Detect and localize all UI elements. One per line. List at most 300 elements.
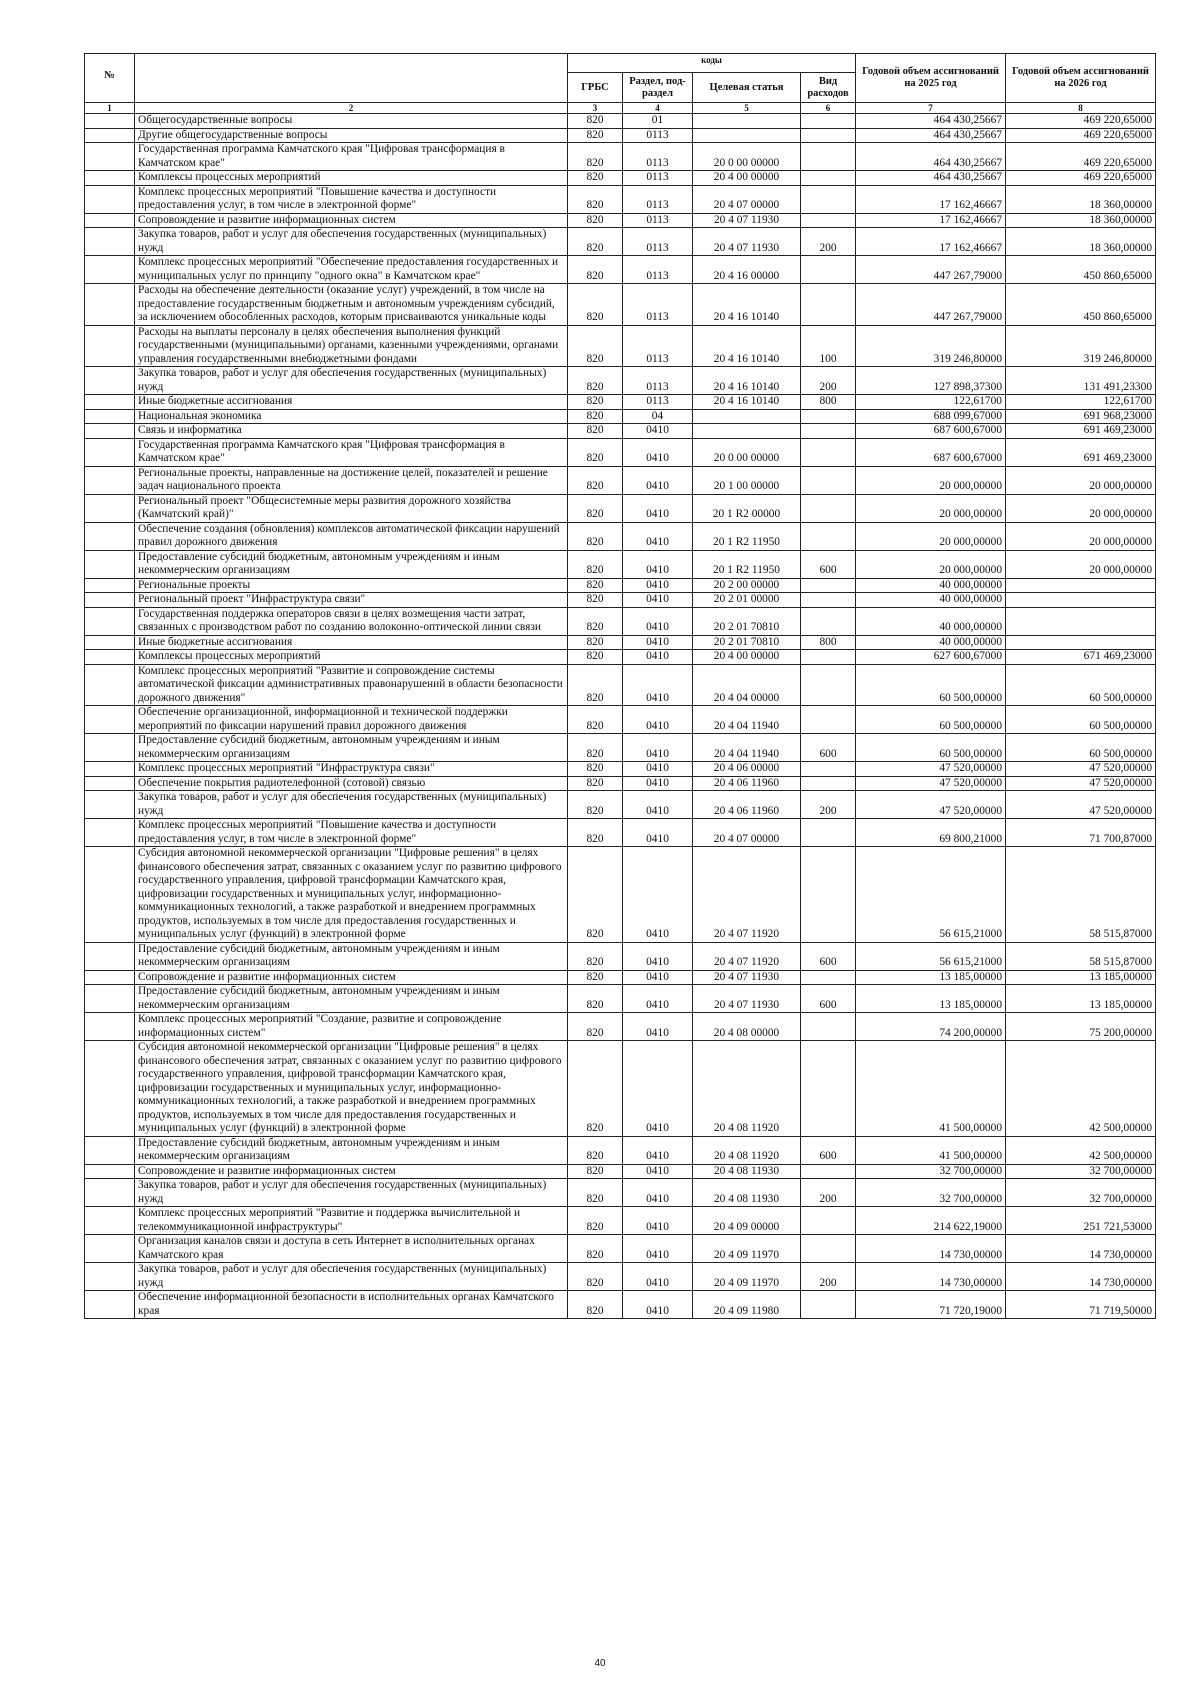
- razdel-code-cell: 0410: [623, 970, 693, 985]
- table-row: [85, 1235, 1156, 1263]
- sum-2025-cell: 122,61700: [856, 395, 1006, 410]
- grbs-code-cell: 820: [568, 650, 623, 665]
- sum-2026-cell: 450 860,65000: [1006, 284, 1156, 326]
- budget-table: [84, 53, 1156, 1319]
- sum-2026-cell: 60 500,00000: [1006, 706, 1156, 734]
- table-row: [85, 1136, 1156, 1164]
- sum-2026-cell: 32 700,00000: [1006, 1164, 1156, 1179]
- sum-2025-cell: 47 520,00000: [856, 762, 1006, 777]
- grbs-code-cell: 820: [568, 776, 623, 791]
- colnum-7: 7: [856, 103, 1006, 114]
- expense-name-cell: Обеспечение организационной, информационной и технической поддержки мероприятий по фиксации нарушений правил дорожного движения: [135, 706, 568, 734]
- table-row: [85, 847, 1156, 943]
- target-article-cell: 20 4 16 10140: [693, 284, 801, 326]
- grbs-code-cell: 820: [568, 1207, 623, 1235]
- sum-2026-cell: 42 500,00000: [1006, 1041, 1156, 1137]
- target-article-cell: 20 4 06 11960: [693, 791, 801, 819]
- sum-2025-cell: 447 267,79000: [856, 256, 1006, 284]
- expense-type-cell: 800: [801, 635, 856, 650]
- table-row: [85, 593, 1156, 608]
- target-article-cell: 20 2 00 00000: [693, 578, 801, 593]
- target-article-cell: 20 4 04 00000: [693, 664, 801, 706]
- row-number-cell: [85, 593, 135, 608]
- table-row: [85, 664, 1156, 706]
- grbs-code-cell: 820: [568, 706, 623, 734]
- razdel-code-cell: 0410: [623, 593, 693, 608]
- grbs-code-cell: 820: [568, 494, 623, 522]
- sum-2025-cell: 32 700,00000: [856, 1164, 1006, 1179]
- target-article-cell: 20 4 00 00000: [693, 171, 801, 186]
- target-article-cell: 20 4 07 11930: [693, 213, 801, 228]
- razdel-code-cell: 0410: [623, 762, 693, 777]
- table-row: [85, 1263, 1156, 1291]
- razdel-code-cell: 0113: [623, 325, 693, 367]
- razdel-code-cell: 0113: [623, 128, 693, 143]
- grbs-code-cell: 820: [568, 593, 623, 608]
- target-article-cell: 20 4 08 11920: [693, 1041, 801, 1137]
- expense-type-cell: [801, 128, 856, 143]
- table-row: [85, 228, 1156, 256]
- row-number-cell: [85, 650, 135, 665]
- sum-2025-cell: 69 800,21000: [856, 819, 1006, 847]
- expense-type-cell: [801, 284, 856, 326]
- razdel-code-cell: 0113: [623, 143, 693, 171]
- row-number-cell: [85, 1164, 135, 1179]
- sum-2025-cell: 40 000,00000: [856, 593, 1006, 608]
- expense-type-cell: [801, 213, 856, 228]
- expense-type-cell: 600: [801, 734, 856, 762]
- grbs-code-cell: 820: [568, 985, 623, 1013]
- grbs-code-cell: 820: [568, 424, 623, 439]
- razdel-code-cell: 0410: [623, 1263, 693, 1291]
- expense-type-cell: [801, 466, 856, 494]
- sum-2026-cell: 13 185,00000: [1006, 970, 1156, 985]
- target-article-cell: 20 4 16 10140: [693, 325, 801, 367]
- expense-name-cell: Сопровождение и развитие информационных систем: [135, 213, 568, 228]
- grbs-code-cell: 820: [568, 942, 623, 970]
- expense-type-cell: [801, 143, 856, 171]
- header-grbs: ГРБС: [568, 73, 623, 103]
- grbs-code-cell: 820: [568, 1013, 623, 1041]
- sum-2025-cell: 464 430,25667: [856, 114, 1006, 129]
- expense-name-cell: Связь и информатика: [135, 424, 568, 439]
- expense-type-cell: [801, 1291, 856, 1319]
- expense-name-cell: Предоставление субсидий бюджетным, автономным учреждениям и иным некоммерческим организациям: [135, 1136, 568, 1164]
- target-article-cell: 20 4 08 11930: [693, 1164, 801, 1179]
- page-number: 40: [594, 1658, 606, 1669]
- razdel-code-cell: 0410: [623, 607, 693, 635]
- expense-type-cell: [801, 1235, 856, 1263]
- razdel-code-cell: 0113: [623, 284, 693, 326]
- razdel-code-cell: 0410: [623, 847, 693, 943]
- expense-name-cell: Расходы на выплаты персоналу в целях обеспечения выполнения функций государственными (муниципальными) органами, казенными учреждениями, органами управления государственными внебюджетными фондами: [135, 325, 568, 367]
- target-article-cell: 20 4 04 11940: [693, 706, 801, 734]
- sum-2026-cell: 20 000,00000: [1006, 494, 1156, 522]
- razdel-code-cell: 0410: [623, 791, 693, 819]
- sum-2025-cell: 14 730,00000: [856, 1235, 1006, 1263]
- sum-2025-cell: 56 615,21000: [856, 847, 1006, 943]
- table-row: [85, 706, 1156, 734]
- row-number-cell: [85, 284, 135, 326]
- row-number-cell: [85, 256, 135, 284]
- sum-2025-cell: 214 622,19000: [856, 1207, 1006, 1235]
- table-row: [85, 819, 1156, 847]
- row-number-cell: [85, 985, 135, 1013]
- table-row: [85, 395, 1156, 410]
- expense-type-cell: [801, 819, 856, 847]
- target-article-cell: 20 2 01 70810: [693, 635, 801, 650]
- expense-type-cell: [801, 776, 856, 791]
- grbs-code-cell: 820: [568, 466, 623, 494]
- razdel-code-cell: 0410: [623, 776, 693, 791]
- row-number-cell: [85, 1291, 135, 1319]
- row-number-cell: [85, 607, 135, 635]
- expense-type-cell: [801, 762, 856, 777]
- expense-type-cell: [801, 593, 856, 608]
- razdel-code-cell: 0113: [623, 213, 693, 228]
- expense-name-cell: Региональные проекты, направленные на достижение целей, показателей и решение задач национального проекта: [135, 466, 568, 494]
- expense-type-cell: 200: [801, 791, 856, 819]
- sum-2026-cell: 18 360,00000: [1006, 228, 1156, 256]
- table-row: [85, 635, 1156, 650]
- row-number-cell: [85, 791, 135, 819]
- sum-2026-cell: 13 185,00000: [1006, 985, 1156, 1013]
- table-row: [85, 171, 1156, 186]
- grbs-code-cell: 820: [568, 256, 623, 284]
- sum-2025-cell: 464 430,25667: [856, 128, 1006, 143]
- razdel-code-cell: 0410: [623, 1235, 693, 1263]
- grbs-code-cell: 820: [568, 1235, 623, 1263]
- table-row: [85, 256, 1156, 284]
- row-number-cell: [85, 466, 135, 494]
- expense-name-cell: Закупка товаров, работ и услуг для обеспечения государственных (муниципальных) нужд: [135, 1263, 568, 1291]
- sum-2026-cell: 691 469,23000: [1006, 438, 1156, 466]
- expense-name-cell: Государственная поддержка операторов связи в целях возмещения части затрат, связанных с производством работ по созданию волоконно-оптической линии связи: [135, 607, 568, 635]
- expense-type-cell: [801, 970, 856, 985]
- expense-type-cell: 600: [801, 985, 856, 1013]
- expense-name-cell: Субсидия автономной некоммерческой организации "Цифровые решения" в целях финансового обеспечения затрат, связанных с оказанием услуг по развитию цифрового государственного управления, цифровой трансформации Камчатского края, цифровизации государственных и муниципальных услуг, информационно-коммуникационных технологий, а также разработкой и внедрением программных продуктов, используемых в том числе для предоставления государственных и муниципальных услуг (функций) в электронной форме: [135, 847, 568, 943]
- expense-type-cell: [801, 494, 856, 522]
- table-row: [85, 114, 1156, 129]
- table-row: [85, 185, 1156, 213]
- table-row: [85, 466, 1156, 494]
- expense-type-cell: [801, 664, 856, 706]
- expense-type-cell: 600: [801, 550, 856, 578]
- target-article-cell: 20 4 07 00000: [693, 185, 801, 213]
- expense-type-cell: 800: [801, 395, 856, 410]
- table-row: [85, 762, 1156, 777]
- expense-name-cell: Региональный проект "Инфраструктура связи": [135, 593, 568, 608]
- colnum-5: 5: [693, 103, 801, 114]
- table-row: [85, 325, 1156, 367]
- table-row: [85, 143, 1156, 171]
- table-row: [85, 424, 1156, 439]
- sum-2026-cell: 58 515,87000: [1006, 942, 1156, 970]
- sum-2025-cell: 627 600,67000: [856, 650, 1006, 665]
- sum-2025-cell: 17 162,46667: [856, 185, 1006, 213]
- target-article-cell: 20 4 07 11920: [693, 847, 801, 943]
- row-number-cell: [85, 128, 135, 143]
- grbs-code-cell: 820: [568, 1164, 623, 1179]
- grbs-code-cell: 820: [568, 734, 623, 762]
- grbs-code-cell: 820: [568, 143, 623, 171]
- razdel-code-cell: 0410: [623, 819, 693, 847]
- sum-2025-cell: 74 200,00000: [856, 1013, 1006, 1041]
- razdel-code-cell: 0410: [623, 1136, 693, 1164]
- razdel-code-cell: 0410: [623, 706, 693, 734]
- sum-2026-cell: 71 719,50000: [1006, 1291, 1156, 1319]
- target-article-cell: 20 4 16 10140: [693, 395, 801, 410]
- sum-2026-cell: 691 968,23000: [1006, 409, 1156, 424]
- expense-name-cell: Комплекс процессных мероприятий "Развитие и поддержка вычислительной и телекоммуникационной инфраструктуры": [135, 1207, 568, 1235]
- row-number-cell: [85, 143, 135, 171]
- expense-type-cell: [801, 1013, 856, 1041]
- target-article-cell: 20 4 06 00000: [693, 762, 801, 777]
- target-article-cell: 20 0 00 00000: [693, 438, 801, 466]
- grbs-code-cell: 820: [568, 635, 623, 650]
- colnum-4: 4: [623, 103, 693, 114]
- razdel-code-cell: 0113: [623, 256, 693, 284]
- sum-2026-cell: 20 000,00000: [1006, 466, 1156, 494]
- row-number-cell: [85, 1207, 135, 1235]
- row-number-cell: [85, 438, 135, 466]
- sum-2026-cell: 32 700,00000: [1006, 1179, 1156, 1207]
- sum-2025-cell: 40 000,00000: [856, 578, 1006, 593]
- row-number-cell: [85, 409, 135, 424]
- table-row: [85, 213, 1156, 228]
- sum-2026-cell: 18 360,00000: [1006, 213, 1156, 228]
- row-number-cell: [85, 734, 135, 762]
- expense-name-cell: Региональные проекты: [135, 578, 568, 593]
- sum-2025-cell: 71 720,19000: [856, 1291, 1006, 1319]
- table-row: [85, 791, 1156, 819]
- expense-name-cell: Предоставление субсидий бюджетным, автономным учреждениям и иным некоммерческим организациям: [135, 985, 568, 1013]
- target-article-cell: 20 4 08 11930: [693, 1179, 801, 1207]
- sum-2026-cell: 319 246,80000: [1006, 325, 1156, 367]
- sum-2026-cell: 122,61700: [1006, 395, 1156, 410]
- expense-type-cell: 600: [801, 1136, 856, 1164]
- table-row: [85, 550, 1156, 578]
- sum-2026-cell: 450 860,65000: [1006, 256, 1156, 284]
- sum-2026-cell: 42 500,00000: [1006, 1136, 1156, 1164]
- target-article-cell: 20 1 00 00000: [693, 466, 801, 494]
- grbs-code-cell: 820: [568, 664, 623, 706]
- sum-2025-cell: 20 000,00000: [856, 522, 1006, 550]
- expense-name-cell: Комплексы процессных мероприятий: [135, 171, 568, 186]
- sum-2025-cell: 40 000,00000: [856, 607, 1006, 635]
- expense-type-cell: [801, 1164, 856, 1179]
- sum-2026-cell: 47 520,00000: [1006, 791, 1156, 819]
- grbs-code-cell: 820: [568, 228, 623, 256]
- colnum-1: 1: [85, 103, 135, 114]
- sum-2026-cell: 20 000,00000: [1006, 522, 1156, 550]
- table-row: [85, 607, 1156, 635]
- table-row: [85, 409, 1156, 424]
- row-number-cell: [85, 1136, 135, 1164]
- razdel-code-cell: 0410: [623, 985, 693, 1013]
- grbs-code-cell: 820: [568, 819, 623, 847]
- grbs-code-cell: 820: [568, 438, 623, 466]
- header-celevaya: Целевая статья: [693, 73, 801, 103]
- grbs-code-cell: 820: [568, 791, 623, 819]
- grbs-code-cell: 820: [568, 550, 623, 578]
- row-number-cell: [85, 325, 135, 367]
- sum-2026-cell: 71 700,87000: [1006, 819, 1156, 847]
- header-row-column-numbers: [85, 103, 1156, 114]
- expense-type-cell: [801, 185, 856, 213]
- sum-2026-cell: 47 520,00000: [1006, 762, 1156, 777]
- table-row: [85, 1041, 1156, 1137]
- razdel-code-cell: 0410: [623, 1013, 693, 1041]
- expense-type-cell: [801, 706, 856, 734]
- razdel-code-cell: 0410: [623, 438, 693, 466]
- grbs-code-cell: 820: [568, 284, 623, 326]
- row-number-cell: [85, 114, 135, 129]
- grbs-code-cell: 820: [568, 325, 623, 367]
- sum-2026-cell: 18 360,00000: [1006, 185, 1156, 213]
- razdel-code-cell: 0113: [623, 367, 693, 395]
- row-number-cell: [85, 494, 135, 522]
- target-article-cell: [693, 409, 801, 424]
- razdel-code-cell: 0410: [623, 1291, 693, 1319]
- expense-name-cell: Закупка товаров, работ и услуг для обеспечения государственных (муниципальных) нужд: [135, 228, 568, 256]
- expense-type-cell: [801, 1041, 856, 1137]
- row-number-cell: [85, 395, 135, 410]
- sum-2025-cell: 60 500,00000: [856, 734, 1006, 762]
- target-article-cell: 20 4 09 11970: [693, 1235, 801, 1263]
- header-razdel: Раздел, под-раздел: [623, 73, 693, 103]
- sum-2025-cell: 464 430,25667: [856, 143, 1006, 171]
- expense-type-cell: [801, 607, 856, 635]
- sum-2026-cell: 691 469,23000: [1006, 424, 1156, 439]
- sum-2025-cell: 687 600,67000: [856, 424, 1006, 439]
- table-row: [85, 1164, 1156, 1179]
- razdel-code-cell: 0113: [623, 228, 693, 256]
- target-article-cell: 20 4 08 00000: [693, 1013, 801, 1041]
- target-article-cell: 20 4 07 00000: [693, 819, 801, 847]
- expense-type-cell: [801, 1207, 856, 1235]
- row-number-cell: [85, 213, 135, 228]
- expense-name-cell: Обеспечение информационной безопасности в исполнительных органах Камчатского края: [135, 1291, 568, 1319]
- sum-2025-cell: 32 700,00000: [856, 1179, 1006, 1207]
- header-sum-2026: Годовой объем ассигнований на 2026 год: [1006, 54, 1156, 103]
- colnum-8: 8: [1006, 103, 1156, 114]
- row-number-cell: [85, 970, 135, 985]
- expense-name-cell: Организация каналов связи и доступа в сеть Интернет в исполнительных органах Камчатского края: [135, 1235, 568, 1263]
- table-row: [85, 367, 1156, 395]
- grbs-code-cell: 820: [568, 114, 623, 129]
- row-number-cell: [85, 1041, 135, 1137]
- row-number-cell: [85, 1263, 135, 1291]
- expense-name-cell: Обеспечение покрытия радиотелефонной (сотовой) связью: [135, 776, 568, 791]
- header-num: №: [85, 54, 135, 103]
- row-number-cell: [85, 664, 135, 706]
- sum-2026-cell: [1006, 607, 1156, 635]
- header-row-codes: [85, 54, 1156, 73]
- table-row: [85, 650, 1156, 665]
- target-article-cell: [693, 128, 801, 143]
- colnum-3: 3: [568, 103, 623, 114]
- expense-name-cell: Комплекс процессных мероприятий "Обеспечение предоставления государственных и муниципальных услуг по принципу "одного окна" в Камчатском крае": [135, 256, 568, 284]
- grbs-code-cell: 820: [568, 171, 623, 186]
- razdel-code-cell: 01: [623, 114, 693, 129]
- sum-2025-cell: 60 500,00000: [856, 664, 1006, 706]
- expense-name-cell: Другие общегосударственные вопросы: [135, 128, 568, 143]
- grbs-code-cell: 820: [568, 1041, 623, 1137]
- target-article-cell: 20 1 R2 11950: [693, 522, 801, 550]
- sum-2025-cell: 47 520,00000: [856, 776, 1006, 791]
- expense-name-cell: Предоставление субсидий бюджетным, автономным учреждениям и иным некоммерческим организациям: [135, 942, 568, 970]
- sum-2026-cell: 75 200,00000: [1006, 1013, 1156, 1041]
- expense-name-cell: Государственная программа Камчатского края "Цифровая трансформация в Камчатском крае": [135, 143, 568, 171]
- expense-type-cell: 100: [801, 325, 856, 367]
- grbs-code-cell: 820: [568, 367, 623, 395]
- expense-name-cell: Сопровождение и развитие информационных систем: [135, 1164, 568, 1179]
- header-vid: Вид расходов: [801, 73, 856, 103]
- expense-name-cell: Обеспечение создания (обновления) комплексов автоматической фиксации нарушений правил дорожного движения: [135, 522, 568, 550]
- sum-2026-cell: 469 220,65000: [1006, 143, 1156, 171]
- sum-2026-cell: 469 220,65000: [1006, 171, 1156, 186]
- target-article-cell: 20 4 00 00000: [693, 650, 801, 665]
- expense-type-cell: [801, 522, 856, 550]
- colnum-2: 2: [135, 103, 568, 114]
- razdel-code-cell: 0410: [623, 650, 693, 665]
- sum-2025-cell: 20 000,00000: [856, 550, 1006, 578]
- grbs-code-cell: 820: [568, 607, 623, 635]
- table-row: [85, 522, 1156, 550]
- sum-2026-cell: 671 469,23000: [1006, 650, 1156, 665]
- expense-name-cell: Иные бюджетные ассигнования: [135, 635, 568, 650]
- grbs-code-cell: 820: [568, 578, 623, 593]
- sum-2026-cell: 60 500,00000: [1006, 734, 1156, 762]
- row-number-cell: [85, 171, 135, 186]
- expense-type-cell: [801, 409, 856, 424]
- expense-name-cell: Комплекс процессных мероприятий "Инфраструктура связи": [135, 762, 568, 777]
- sum-2026-cell: [1006, 635, 1156, 650]
- grbs-code-cell: 820: [568, 1291, 623, 1319]
- table-row: [85, 284, 1156, 326]
- sum-2025-cell: 464 430,25667: [856, 171, 1006, 186]
- sum-2025-cell: 41 500,00000: [856, 1041, 1006, 1137]
- target-article-cell: 20 4 08 11920: [693, 1136, 801, 1164]
- expense-name-cell: Комплекс процессных мероприятий "Создание, развитие и сопровождение информационных систем": [135, 1013, 568, 1041]
- expense-type-cell: [801, 171, 856, 186]
- target-article-cell: 20 4 07 11920: [693, 942, 801, 970]
- expense-name-cell: Предоставление субсидий бюджетным, автономным учреждениям и иным некоммерческим организациям: [135, 550, 568, 578]
- target-article-cell: 20 4 09 11970: [693, 1263, 801, 1291]
- sum-2025-cell: 687 600,67000: [856, 438, 1006, 466]
- colnum-6: 6: [801, 103, 856, 114]
- sum-2025-cell: 56 615,21000: [856, 942, 1006, 970]
- razdel-code-cell: 0410: [623, 1207, 693, 1235]
- expense-name-cell: Региональный проект "Общесистемные меры развития дорожного хозяйства (Камчатский край)": [135, 494, 568, 522]
- sum-2025-cell: 20 000,00000: [856, 466, 1006, 494]
- target-article-cell: 20 4 07 11930: [693, 228, 801, 256]
- sum-2026-cell: [1006, 593, 1156, 608]
- expense-name-cell: Общегосударственные вопросы: [135, 114, 568, 129]
- row-number-cell: [85, 847, 135, 943]
- sum-2025-cell: 688 099,67000: [856, 409, 1006, 424]
- expense-name-cell: Иные бюджетные ассигнования: [135, 395, 568, 410]
- expense-type-cell: [801, 114, 856, 129]
- sum-2026-cell: [1006, 578, 1156, 593]
- expense-type-cell: [801, 438, 856, 466]
- grbs-code-cell: 820: [568, 1263, 623, 1291]
- expense-type-cell: [801, 578, 856, 593]
- sum-2025-cell: 13 185,00000: [856, 985, 1006, 1013]
- expense-name-cell: Национальная экономика: [135, 409, 568, 424]
- grbs-code-cell: 820: [568, 409, 623, 424]
